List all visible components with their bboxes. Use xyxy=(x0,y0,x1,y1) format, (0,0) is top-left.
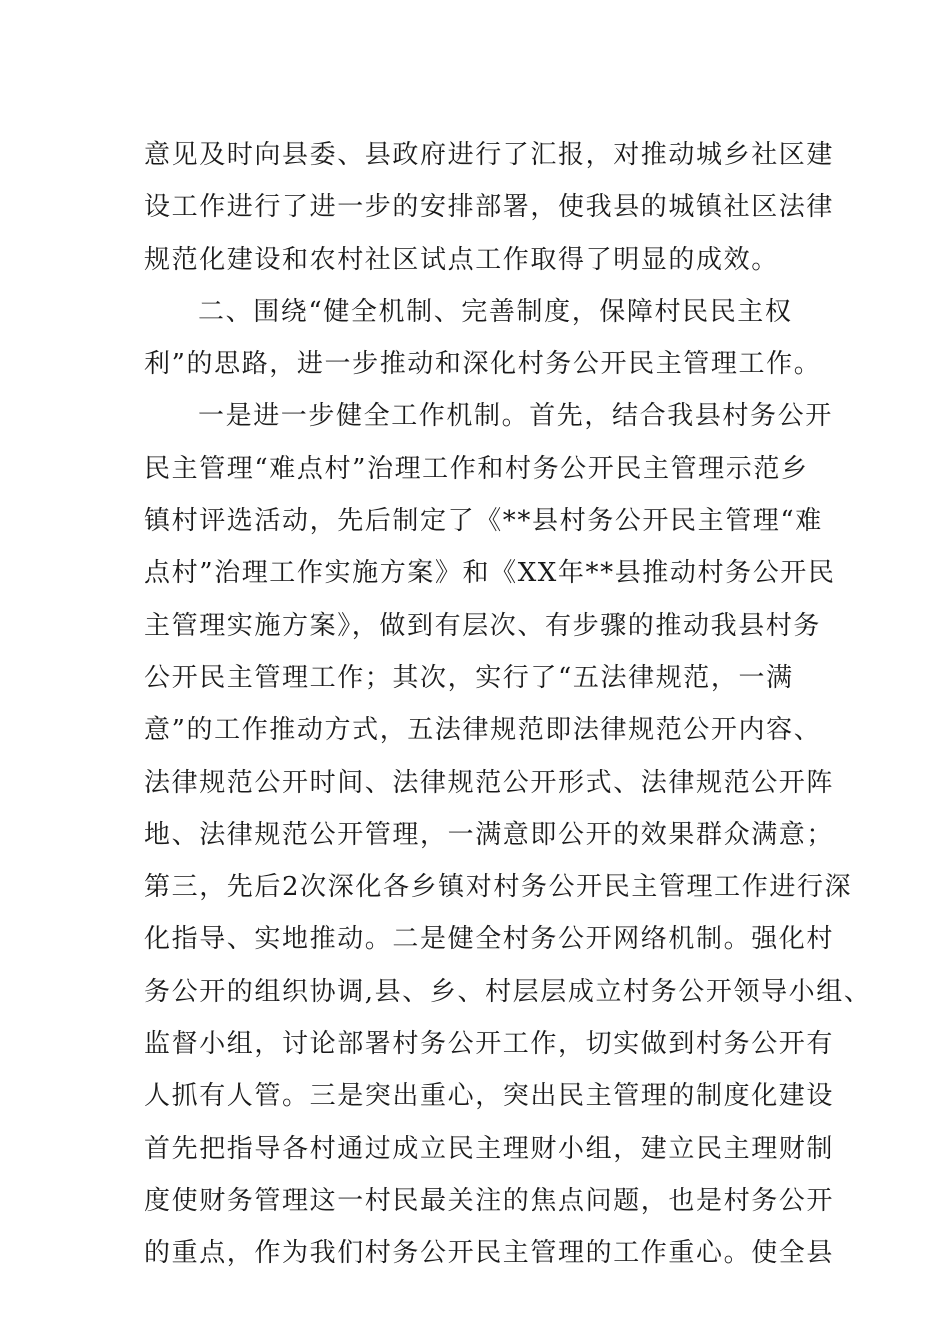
text-line: 民主管理“难点村”治理工作和村务公开民主管理示范乡 xyxy=(144,453,809,484)
text-line: 设工作进行了进一步的安排部署，使我县的城镇社区法律 xyxy=(144,192,835,223)
text-line-paragraph-start: 一是进一步健全工作机制。首先，结合我县村务公开 xyxy=(198,401,833,432)
text-line: 主管理实施方案》，做到有层次、有步骤的推动我县村务 xyxy=(144,610,822,641)
text-line: 首先把指导各村通过成立民主理财小组，建立民主理财制 xyxy=(144,1133,835,1164)
text-line: 人抓有人管。三是突出重心，突出民主管理的制度化建设 xyxy=(144,1081,835,1112)
text-line: 的重点，作为我们村务公开民主管理的工作重心。使全县 xyxy=(144,1238,835,1269)
text-line-paragraph-start: 二、围绕“健全机制、完善制度，保障村民民主权 xyxy=(198,296,793,327)
text-line: 化指导、实地推动。二是健全村务公开网络机制。强化村 xyxy=(144,924,835,955)
text-line: 务公开的组织协调,县、乡、村层层成立村务公开领导小组、 xyxy=(144,976,872,1007)
text-line: 规范化建设和农村社区试点工作取得了明显的成效。 xyxy=(144,244,779,275)
document-body xyxy=(144,129,872,1280)
text-line: 公开民主管理工作；其次，实行了“五法律规范，一满 xyxy=(144,662,794,693)
text-line: 意”的工作推动方式，五法律规范即法律规范公开内容、 xyxy=(144,715,822,746)
text-line: 镇村评选活动，先后制定了《**县村务公开民主管理“难 xyxy=(144,506,823,537)
text-line: 意见及时向县委、县政府进行了汇报，对推动城乡社区建 xyxy=(144,140,835,170)
text-line: 利”的思路，进一步推动和深化村务公开民主管理工作。 xyxy=(144,349,822,380)
text-line: 监督小组，讨论部署村务公开工作，切实做到村务公开有 xyxy=(144,1029,835,1060)
text-line: 第三，先后2次深化各乡镇对村务公开民主管理工作进行深 xyxy=(144,872,853,903)
text-line: 法律规范公开时间、法律规范公开形式、法律规范公开阵 xyxy=(144,767,835,798)
text-line: 度使财务管理这一村民最关注的焦点问题，也是村务公开 xyxy=(144,1185,835,1216)
text-line: 地、法律规范公开管理，一满意即公开的效果群众满意； xyxy=(144,819,835,850)
text-line: 点村”治理工作实施方案》和《XX年**县推动村务公开民 xyxy=(144,558,836,589)
